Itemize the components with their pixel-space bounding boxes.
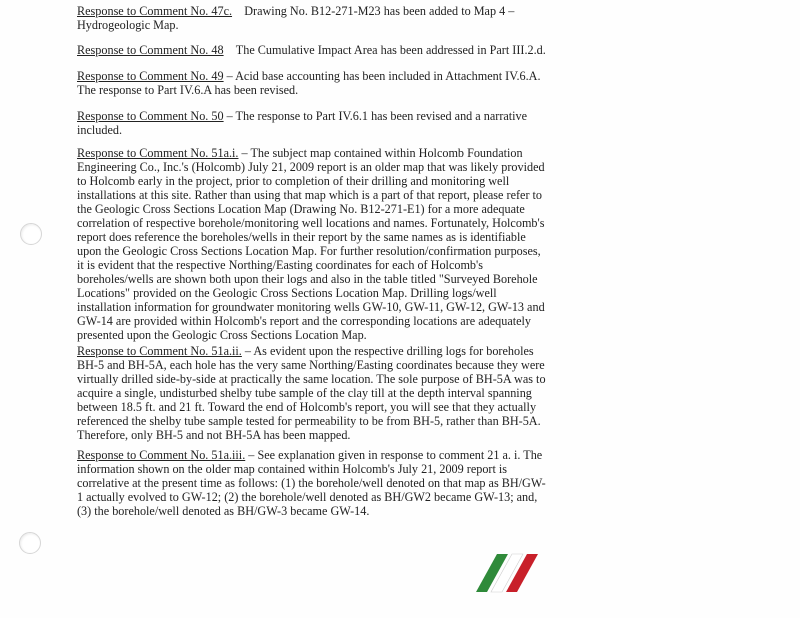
response-51aiii — [77, 448, 549, 518]
response-51ai-line-1 — [77, 146, 549, 160]
response-51ai-text-1: – The subject map contained within Holcomb Foundation — [241, 146, 523, 160]
response-48-line-1 — [77, 43, 549, 57]
response-51ai-text-8: upon the Geologic Cross Sections Location Map. For further resolution/confirmation purposes, — [77, 244, 541, 258]
response-51ai-text-3: to Holcomb early in the project, prior to completion of their drilling and monitoring well — [77, 174, 510, 188]
response-51ai-text-14: presented upon the Geologic Cross Sections Location Map. — [77, 328, 367, 342]
response-51aiii-label: Response to Comment No. 51a.iii. — [77, 448, 246, 462]
response-51ai-text-7: report does reference the boreholes/wells in their report by the same names as is identifiable — [77, 230, 526, 244]
response-51ai-text-10: boreholes/wells are shown both upon their logs and also in the table titled "Surveyed Borehole — [77, 272, 538, 286]
response-50-line-1 — [77, 109, 549, 123]
tricolor-logo — [474, 552, 552, 594]
response-49 — [77, 69, 549, 97]
response-47c — [77, 4, 549, 32]
response-51aiii-line-1 — [77, 448, 549, 462]
response-51ai-text-13: GW-14 are provided within Holcomb's report and the corresponding locations are adequately — [77, 314, 532, 328]
response-51ai-text-12: installation information for groundwater monitoring wells GW-10, GW-11, GW-12, GW-13 and — [77, 300, 545, 314]
response-51aii-line-1 — [77, 344, 549, 358]
response-51aiii-text-5: (3) the borehole/well denoted as BH/GW-3 became GW-14. — [77, 504, 370, 518]
response-51aiii-text-4: 1 actually evolved to GW-12; (2) the borehole/well denoted as BH/GW2 became GW-13; and, — [77, 490, 538, 504]
response-49-label: Response to Comment No. 49 — [77, 69, 224, 83]
response-51aii-text-3: virtually drilled side-by-side at practically the same location. The sole purpose of BH-5A was to — [77, 372, 546, 386]
response-47c-label: Response to Comment No. 47c. — [77, 4, 233, 18]
response-49-line-1 — [77, 69, 549, 83]
response-48 — [77, 43, 549, 57]
punch-hole-top — [20, 223, 42, 245]
response-51aii-text-6: referenced the shelby tube sample tested for permeability to be from BH-5, rather than BH-5A. — [77, 414, 541, 428]
response-51aiii-text-1: – See explanation given in response to comment 21 a. i. The — [248, 448, 543, 462]
response-51aii-text-4: acquire a single, undisturbed shelby tube sample of the clay till at the depth interval spanning — [77, 386, 532, 400]
response-51aii-text-1: – As evident upon the respective drilling logs for boreholes — [244, 344, 534, 358]
response-51aii-text-7: Therefore, only BH-5 and not BH-5A has been mapped. — [77, 428, 351, 442]
response-51aiii-text-3: correlative at the present time as follows: (1) the borehole/well denoted on that map as BH/GW- — [77, 476, 546, 490]
response-51ai-text-5: the Geologic Cross Sections Location Map (Drawing No. B12-271-E1) for a more adequate — [77, 202, 525, 216]
punch-hole-bottom — [19, 532, 41, 554]
response-51ai-label: Response to Comment No. 51a.i. — [77, 146, 239, 160]
response-51aiii-text-2: information shown on the older map contained within Holcomb's July 21, 2009 report is — [77, 462, 508, 476]
response-51ai-text-11: Locations" provided on the Geologic Cross Sections Location Map. Drilling logs/well — [77, 286, 497, 300]
response-50-text-1: – The response to Part IV.6.1 has been revised and a narrative — [226, 109, 528, 123]
response-51aii — [77, 344, 549, 442]
response-47c-text-1: Drawing No. B12-271-M23 has been added to Map 4 – — [244, 4, 515, 18]
response-50-label: Response to Comment No. 50 — [77, 109, 224, 123]
response-50-text-2: included. — [77, 123, 123, 137]
response-48-label: Response to Comment No. 48 — [77, 43, 224, 57]
response-51ai-text-2: Engineering Co., Inc.'s (Holcomb) July 21, 2009 report is an older map that was likely provided — [77, 160, 545, 174]
response-49-text-1: – Acid base accounting has been included in Attachment IV.6.A. — [226, 69, 541, 83]
response-51ai-text-6: correlation of respective borehole/monitoring well locations and names. Fortunately, Holcomb's — [77, 216, 545, 230]
response-51ai — [77, 146, 549, 342]
response-51ai-text-4: installations at this site. Rather than using that map which is a part of that report, please refer to — [77, 188, 543, 202]
response-47c-line-1 — [77, 4, 549, 18]
response-48-text-1: The Cumulative Impact Area has been addressed in Part III.2.d. — [235, 43, 546, 57]
response-51aii-text-5: between 18.5 ft. and 21 ft. Toward the end of Holcomb's report, you will see that they actually — [77, 400, 537, 414]
response-49-text-2: The response to Part IV.6.A has been revised. — [77, 83, 299, 97]
response-51aii-text-2: BH-5 and BH-5A, each hole has the very same Northing/Easting coordinates because they were — [77, 358, 545, 372]
response-51aii-label: Response to Comment No. 51a.ii. — [77, 344, 242, 358]
response-51ai-text-9: it is evident that the respective Northing/Easting coordinates for each of Holcomb's — [77, 258, 483, 272]
response-47c-text-2: Hydrogeologic Map. — [77, 18, 179, 32]
response-50 — [77, 109, 549, 137]
